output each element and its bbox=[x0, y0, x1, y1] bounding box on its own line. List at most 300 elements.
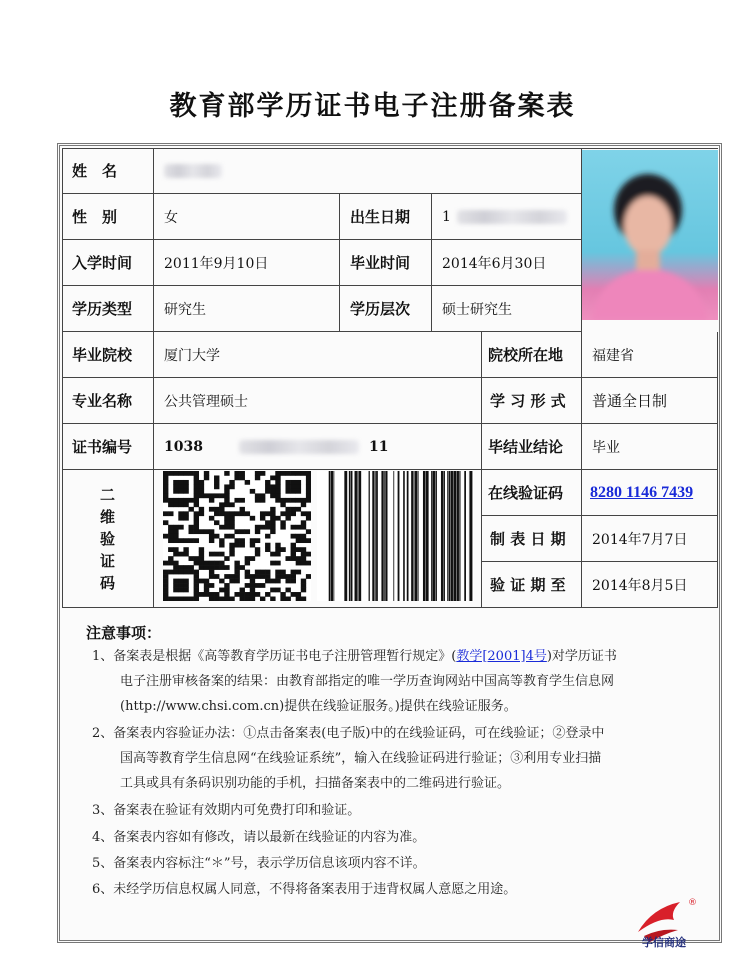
qr-module bbox=[224, 525, 229, 530]
qr-module bbox=[229, 574, 234, 579]
qr-module bbox=[245, 574, 250, 579]
qr-module bbox=[199, 493, 204, 498]
note-1-line-3: (http://www.chsi.com.cn)提供在线验证服务。)提供在线验证服务。 bbox=[120, 699, 517, 714]
qr-module bbox=[285, 480, 290, 485]
qr-module bbox=[224, 493, 229, 498]
qr-module bbox=[270, 511, 275, 516]
qr-module bbox=[199, 480, 204, 485]
qr-module bbox=[301, 579, 306, 584]
qr-module bbox=[173, 484, 178, 489]
qr-module bbox=[306, 538, 311, 543]
qr-module bbox=[204, 471, 209, 476]
qr-module bbox=[250, 579, 255, 584]
qr-module bbox=[199, 556, 204, 561]
qr-module bbox=[173, 561, 178, 566]
qr-module bbox=[301, 547, 306, 552]
qr-module bbox=[301, 471, 306, 476]
label-cert-no: 证书编号 bbox=[62, 424, 154, 470]
qr-module bbox=[275, 588, 280, 593]
qr-module bbox=[280, 597, 285, 601]
qr-module bbox=[280, 502, 285, 507]
regulation-link[interactable]: 教学[2001]4号 bbox=[456, 649, 547, 664]
qr-module bbox=[183, 552, 188, 557]
qr-module bbox=[270, 516, 275, 521]
qr-module bbox=[214, 480, 219, 485]
qr-module bbox=[260, 511, 265, 516]
qr-module bbox=[168, 471, 173, 476]
qr-module bbox=[189, 556, 194, 561]
qr-module bbox=[270, 475, 275, 480]
qr-module bbox=[168, 547, 173, 552]
qr-module bbox=[275, 493, 280, 498]
qr-module bbox=[173, 538, 178, 543]
qr-module bbox=[183, 498, 188, 503]
qr-module bbox=[173, 480, 178, 485]
qr-module bbox=[255, 570, 260, 575]
barcode-bar bbox=[384, 471, 385, 601]
qr-module bbox=[291, 592, 296, 597]
qr-module bbox=[209, 574, 214, 579]
qr-module bbox=[204, 561, 209, 566]
qr-module bbox=[173, 565, 178, 570]
qr-module bbox=[224, 498, 229, 503]
qr-module bbox=[183, 547, 188, 552]
qr-module bbox=[291, 471, 296, 476]
qr-module bbox=[250, 583, 255, 588]
logo-text: 学信商途 bbox=[642, 936, 686, 949]
qr-module bbox=[173, 529, 178, 534]
qr-module bbox=[194, 471, 199, 476]
qr-module bbox=[260, 574, 265, 579]
qr-module bbox=[199, 547, 204, 552]
value-study-form: 普通全日制 bbox=[582, 378, 718, 424]
qr-module bbox=[296, 570, 301, 575]
qr-module bbox=[255, 592, 260, 597]
qr-module bbox=[234, 574, 239, 579]
qr-module bbox=[296, 525, 301, 530]
qr-module bbox=[285, 471, 290, 476]
barcode-bar bbox=[381, 471, 383, 601]
qr-module bbox=[209, 565, 214, 570]
qr-module bbox=[229, 525, 234, 530]
qr-module bbox=[173, 583, 178, 588]
logo-mark: ® bbox=[688, 898, 697, 908]
qr-module bbox=[270, 520, 275, 525]
qr-module bbox=[163, 579, 168, 584]
qr-module bbox=[280, 574, 285, 579]
qr-module bbox=[209, 538, 214, 543]
barcode-bar bbox=[470, 471, 472, 601]
qr-module bbox=[214, 592, 219, 597]
label-conclusion: 毕结业结论 bbox=[482, 424, 582, 470]
qr-module bbox=[224, 502, 229, 507]
qr-module bbox=[189, 538, 194, 543]
qr-module bbox=[163, 480, 168, 485]
barcode-bar bbox=[407, 471, 409, 601]
qr-module bbox=[260, 493, 265, 498]
qr-module bbox=[224, 556, 229, 561]
qr-module bbox=[168, 511, 173, 516]
qr-module bbox=[296, 597, 301, 601]
note-2-line-2: 国高等教育学生信息网“在线验证系统”，输入在线验证码进行验证；③利用专业扫描 bbox=[120, 751, 602, 766]
qr-module bbox=[178, 511, 183, 516]
qr-module bbox=[255, 552, 260, 557]
qr-module bbox=[245, 556, 250, 561]
qr-module bbox=[291, 525, 296, 530]
qr-module bbox=[183, 511, 188, 516]
barcode-bar bbox=[398, 471, 400, 601]
qr-module bbox=[285, 574, 290, 579]
qr-module bbox=[240, 597, 245, 601]
qr-module bbox=[275, 498, 280, 503]
qr-module bbox=[306, 552, 311, 557]
barcode-bar bbox=[423, 471, 425, 601]
qr-module bbox=[250, 597, 255, 601]
qr-module bbox=[291, 574, 296, 579]
qr-module bbox=[296, 547, 301, 552]
qr-module bbox=[255, 498, 260, 503]
barcode-bar bbox=[444, 471, 445, 601]
qr-module bbox=[189, 498, 194, 503]
value-made-date: 2014年7月7日 bbox=[582, 516, 718, 562]
qr-module bbox=[224, 592, 229, 597]
2d-barcode bbox=[317, 471, 474, 601]
qr-module bbox=[163, 561, 168, 566]
qr-module bbox=[301, 561, 306, 566]
qr-module bbox=[285, 498, 290, 503]
barcode-bar bbox=[385, 471, 387, 601]
qr-module bbox=[270, 525, 275, 530]
qr-module bbox=[255, 547, 260, 552]
qr-module bbox=[163, 484, 168, 489]
qr-module bbox=[178, 525, 183, 530]
qr-module bbox=[240, 565, 245, 570]
qr-module bbox=[229, 534, 234, 539]
barcode-bar bbox=[334, 471, 335, 601]
barcode-bar bbox=[435, 471, 437, 601]
barcode-bar bbox=[426, 471, 429, 601]
qr-module bbox=[240, 498, 245, 503]
qr-module bbox=[199, 511, 204, 516]
qr-module bbox=[204, 592, 209, 597]
qr-module bbox=[224, 565, 229, 570]
qr-module bbox=[275, 480, 280, 485]
qr-module bbox=[280, 471, 285, 476]
qr-module bbox=[168, 556, 173, 561]
note-2-line-1: 2、备案表内容验证办法：①点击备案表(电子版)中的在线验证码，可在线验证；②登录中 bbox=[92, 726, 605, 741]
qr-module bbox=[240, 471, 245, 476]
qr-module bbox=[194, 561, 199, 566]
qr-module bbox=[301, 525, 306, 530]
barcode-bar bbox=[329, 471, 331, 601]
qr-module bbox=[296, 480, 301, 485]
note-1-line-1: 1、备案表是根据《高等教育学历证书电子注册管理暂行规定》(教学[2001]4号)对学历证书 bbox=[92, 649, 617, 664]
qr-module bbox=[194, 498, 199, 503]
qr-module bbox=[178, 489, 183, 494]
qr-module bbox=[234, 529, 239, 534]
qr-module bbox=[306, 529, 311, 534]
qr-module bbox=[306, 516, 311, 521]
barcode-bar bbox=[447, 471, 448, 601]
qr-module bbox=[173, 534, 178, 539]
qr-module bbox=[265, 511, 270, 516]
qr-module bbox=[260, 471, 265, 476]
qr-module bbox=[204, 579, 209, 584]
label-study-form: 学 习 形 式 bbox=[482, 378, 582, 424]
qr-module bbox=[260, 570, 265, 575]
qr-module bbox=[260, 597, 265, 601]
qr-module bbox=[194, 520, 199, 525]
qr-module bbox=[265, 574, 270, 579]
label-qr: 二 维 验 证 码 bbox=[62, 470, 154, 608]
qr-module bbox=[178, 538, 183, 543]
qr-module bbox=[194, 592, 199, 597]
qr-module bbox=[275, 471, 280, 476]
qr-module bbox=[306, 480, 311, 485]
student-photo bbox=[582, 150, 718, 320]
qr-module bbox=[209, 592, 214, 597]
qr-module bbox=[163, 534, 168, 539]
qr-module bbox=[240, 543, 245, 548]
qr-module bbox=[255, 529, 260, 534]
qr-module bbox=[194, 579, 199, 584]
value-gender: 女 bbox=[154, 194, 340, 240]
label-school: 毕业院校 bbox=[62, 332, 154, 378]
qr-module bbox=[255, 583, 260, 588]
label-grad: 毕业时间 bbox=[340, 240, 432, 286]
qr-module bbox=[189, 507, 194, 512]
qr-module bbox=[209, 552, 214, 557]
qr-module bbox=[234, 475, 239, 480]
qr-module bbox=[265, 547, 270, 552]
qr-module bbox=[168, 597, 173, 601]
qr-module bbox=[280, 570, 285, 575]
qr-module bbox=[250, 489, 255, 494]
qr-module bbox=[209, 534, 214, 539]
qr-module bbox=[194, 516, 199, 521]
qr-module bbox=[245, 561, 250, 566]
qr-module bbox=[291, 489, 296, 494]
qr-module bbox=[250, 516, 255, 521]
qr-module bbox=[214, 565, 219, 570]
qr-module bbox=[296, 561, 301, 566]
qr-module bbox=[163, 592, 168, 597]
qr-module bbox=[194, 525, 199, 530]
qr-module bbox=[189, 570, 194, 575]
qr-module bbox=[245, 592, 250, 597]
qr-module bbox=[265, 534, 270, 539]
qr-module bbox=[270, 529, 275, 534]
qr-module bbox=[291, 534, 296, 539]
qr-module bbox=[265, 570, 270, 575]
qr-module bbox=[178, 471, 183, 476]
qr-module bbox=[209, 529, 214, 534]
qr-module bbox=[275, 552, 280, 557]
qr-module bbox=[209, 507, 214, 512]
label-valid-until: 验 证 期 至 bbox=[482, 562, 582, 608]
qr-module bbox=[178, 502, 183, 507]
qr-module bbox=[250, 574, 255, 579]
note-6: 6、未经学历信息权属人同意，不得将备案表用于违背权属人意愿之用途。 bbox=[92, 882, 517, 897]
qr-module bbox=[194, 556, 199, 561]
qr-module bbox=[245, 583, 250, 588]
qr-module bbox=[306, 574, 311, 579]
qr-module bbox=[291, 579, 296, 584]
qr-module bbox=[219, 493, 224, 498]
qr-module bbox=[296, 592, 301, 597]
barcode-bar bbox=[432, 471, 435, 601]
qr-module bbox=[194, 480, 199, 485]
qr-module bbox=[224, 489, 229, 494]
qr-module bbox=[163, 498, 168, 503]
qr-module bbox=[224, 588, 229, 593]
value-conclusion: 毕业 bbox=[582, 424, 718, 470]
qr-module bbox=[214, 493, 219, 498]
qr-module bbox=[240, 588, 245, 593]
value-cert-no: 1038 11 bbox=[154, 424, 482, 470]
qr-module bbox=[199, 552, 204, 557]
qr-module bbox=[204, 588, 209, 593]
qr-module bbox=[270, 493, 275, 498]
label-name: 姓 名 bbox=[62, 148, 154, 194]
qr-module bbox=[301, 520, 306, 525]
qr-module bbox=[224, 516, 229, 521]
qr-module bbox=[163, 520, 168, 525]
qr-module bbox=[204, 565, 209, 570]
barcode-bar bbox=[415, 471, 418, 601]
qr-module bbox=[255, 493, 260, 498]
qr-module bbox=[163, 583, 168, 588]
qr-module bbox=[199, 592, 204, 597]
qr-module bbox=[296, 489, 301, 494]
qr-module bbox=[183, 583, 188, 588]
qr-module bbox=[173, 552, 178, 557]
qr-module bbox=[194, 588, 199, 593]
qr-module bbox=[214, 552, 219, 557]
page-title: 教育部学历证书电子注册备案表 bbox=[169, 91, 576, 122]
qr-module bbox=[229, 547, 234, 552]
label-verify-code: 在线验证码 bbox=[482, 470, 582, 516]
qr-module bbox=[219, 538, 224, 543]
barcode-bar bbox=[414, 471, 415, 601]
qr-module bbox=[301, 556, 306, 561]
barcode-bar bbox=[459, 471, 460, 601]
note-2-line-3: 工具或具有条码识别功能的手机，扫描备案表中的二维码进行验证。 bbox=[120, 776, 511, 791]
qr-module bbox=[270, 484, 275, 489]
qr-module bbox=[301, 552, 306, 557]
qr-module bbox=[250, 592, 255, 597]
qr-module bbox=[189, 525, 194, 530]
qr-module bbox=[306, 561, 311, 566]
qr-module bbox=[219, 507, 224, 512]
qr-module bbox=[173, 502, 178, 507]
note-4: 4、备案表内容如有修改，请以最新在线验证的内容为准。 bbox=[92, 830, 426, 845]
qr-module bbox=[199, 484, 204, 489]
note-1-line-2: 电子注册审核备案的结果：由教育部指定的唯一学历查询网站中国高等教育学生信息网 bbox=[120, 674, 615, 689]
qr-module bbox=[234, 565, 239, 570]
value-birth: 1 bbox=[432, 194, 582, 240]
barcode-bar bbox=[456, 471, 459, 601]
qr-module bbox=[291, 480, 296, 485]
value-major: 公共管理硕士 bbox=[154, 378, 482, 424]
barcode-bar bbox=[403, 471, 405, 601]
qr-module bbox=[301, 538, 306, 543]
qr-module bbox=[270, 489, 275, 494]
qr-module bbox=[306, 498, 311, 503]
barcode-bar bbox=[449, 471, 451, 601]
qr-module bbox=[209, 570, 214, 575]
qr-module bbox=[173, 498, 178, 503]
qr-module bbox=[168, 498, 173, 503]
qr-module bbox=[199, 507, 204, 512]
qr-module bbox=[173, 471, 178, 476]
qr-module bbox=[178, 583, 183, 588]
qr-module bbox=[301, 597, 306, 601]
value-grad: 2014年6月30日 bbox=[432, 240, 582, 286]
qr-module bbox=[163, 588, 168, 593]
qr-module bbox=[306, 471, 311, 476]
qr-module bbox=[183, 597, 188, 601]
qr-module bbox=[199, 565, 204, 570]
qr-module bbox=[219, 502, 224, 507]
qr-code bbox=[163, 471, 311, 601]
qr-module bbox=[168, 538, 173, 543]
qr-module bbox=[219, 597, 224, 601]
qr-module bbox=[183, 480, 188, 485]
qr-module bbox=[199, 579, 204, 584]
qr-module bbox=[240, 538, 245, 543]
qr-module bbox=[240, 475, 245, 480]
qr-module bbox=[194, 570, 199, 575]
qr-module bbox=[291, 507, 296, 512]
label-gender: 性 别 bbox=[62, 194, 154, 240]
qr-module bbox=[245, 570, 250, 575]
qr-module bbox=[255, 538, 260, 543]
value-school-loc: 福建省 bbox=[582, 332, 718, 378]
qr-module bbox=[163, 489, 168, 494]
qr-module bbox=[245, 597, 250, 601]
qr-module bbox=[224, 520, 229, 525]
qr-module bbox=[163, 475, 168, 480]
barcode-bar bbox=[331, 471, 333, 601]
qr-module bbox=[275, 484, 280, 489]
barcode-bar bbox=[451, 471, 453, 601]
qr-module bbox=[240, 507, 245, 512]
qr-module bbox=[285, 484, 290, 489]
qr-module bbox=[265, 480, 270, 485]
qr-module bbox=[173, 597, 178, 601]
qr-module bbox=[229, 480, 234, 485]
qr-module bbox=[178, 480, 183, 485]
verify-code-link[interactable]: 8280 1146 7439 bbox=[582, 470, 718, 516]
qr-module bbox=[219, 588, 224, 593]
qr-module bbox=[214, 507, 219, 512]
qr-module bbox=[219, 565, 224, 570]
qr-module bbox=[234, 570, 239, 575]
qr-module bbox=[240, 511, 245, 516]
qr-module bbox=[183, 502, 188, 507]
qr-module bbox=[296, 556, 301, 561]
qr-module bbox=[224, 534, 229, 539]
qr-module bbox=[183, 565, 188, 570]
barcode-bar bbox=[359, 471, 361, 601]
value-enroll: 2011年9月10日 bbox=[154, 240, 340, 286]
qr-module bbox=[280, 592, 285, 597]
barcode-bar bbox=[369, 471, 370, 601]
qr-module bbox=[234, 543, 239, 548]
qr-module bbox=[275, 475, 280, 480]
qr-module bbox=[189, 597, 194, 601]
